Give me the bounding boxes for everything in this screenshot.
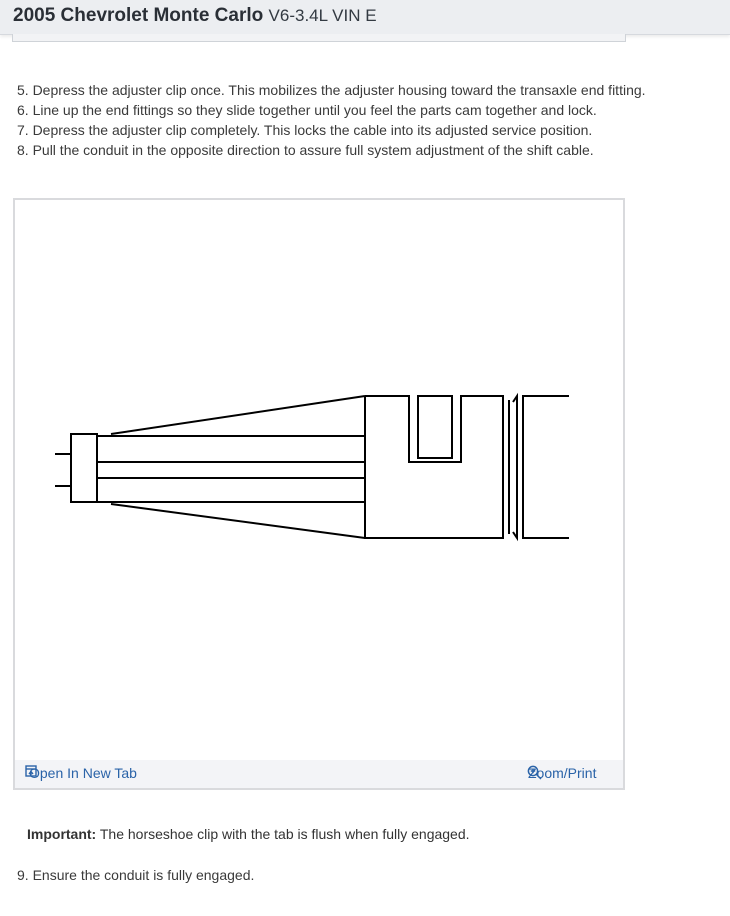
step-item: 9. Ensure the conduit is fully engaged. xyxy=(17,867,255,883)
page-title xyxy=(13,5,377,27)
step-item: 6. Line up the end fittings so they slide together until you feel the parts cam together and lock. xyxy=(17,102,597,118)
step-item: 8. Pull the conduit in the opposite direction to assure full system adjustment of the shift cable. xyxy=(17,142,594,158)
vehicle-name: 2005 Chevrolet Monte Carlo xyxy=(13,5,264,26)
figure-toolbar xyxy=(15,760,623,788)
step-item: 5. Depress the adjuster clip once. This mobilizes the adjuster housing toward the transaxle end fitting. xyxy=(17,82,646,98)
header-strip xyxy=(12,34,626,42)
adjuster-housing xyxy=(365,396,503,538)
zoom-print-label: Zoom/Print xyxy=(528,765,597,781)
shift-cable-illustration xyxy=(15,200,623,760)
coupling-line xyxy=(513,396,517,538)
illustration-panel xyxy=(13,198,625,790)
taper-line xyxy=(111,396,365,434)
zoom-print-link[interactable] xyxy=(527,765,596,781)
important-text: The horseshoe clip with the tab is flush when fully engaged. xyxy=(96,826,470,842)
procedure-steps xyxy=(17,80,646,160)
adjuster-clip xyxy=(418,396,452,458)
important-note xyxy=(27,826,470,842)
page-header xyxy=(0,0,730,35)
step-item: 7. Depress the adjuster clip completely. This locks the cable into its adjusted service position. xyxy=(17,122,593,138)
engine-spec: V6-3.4L VIN E xyxy=(268,6,377,25)
end-cap xyxy=(71,434,97,502)
end-fitting xyxy=(523,396,569,538)
open-new-tab-link[interactable] xyxy=(25,765,137,781)
important-label: Important: xyxy=(27,826,97,842)
taper-line xyxy=(111,504,365,538)
open-new-tab-label: Open In New Tab xyxy=(29,765,137,781)
